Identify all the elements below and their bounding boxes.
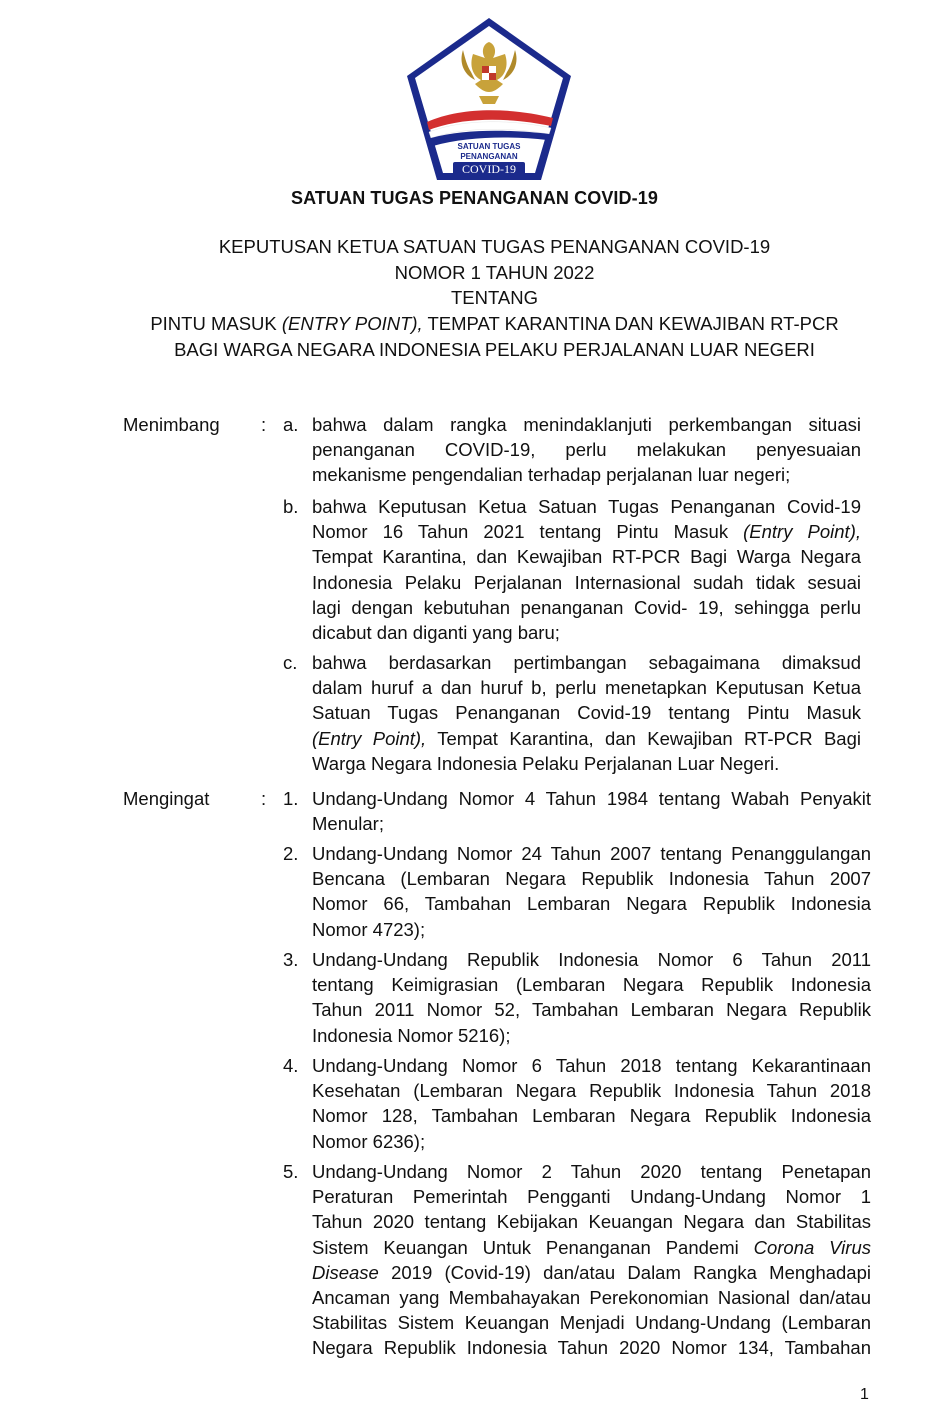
text-line: dalam huruf a dan huruf b, perlu menetapkan Keputusan Ketua	[312, 677, 861, 699]
text-line: Bencana (Lembaran Negara Republik Indonesia Tahun 2007	[312, 868, 871, 890]
section-label-menimbang: Menimbang	[123, 414, 220, 435]
text-italic: Disease	[312, 1261, 379, 1283]
text-line: Kesehatan (Lembaran Negara Republik Indonesia Tahun 2018	[312, 1080, 871, 1102]
mengingat-item-2	[312, 841, 871, 942]
text-line: Peraturan Pemerintah Pengganti Undang-Undang Nomor 1	[312, 1186, 871, 1208]
text-line: dicabut dan diganti yang baru;	[312, 622, 560, 644]
text-line: penanganan COVID-19, perlu melakukan penyesuaian	[312, 439, 861, 461]
item-marker: 5.	[283, 1161, 299, 1182]
satgas-covid19-logo	[403, 14, 575, 184]
text-line: Menular;	[312, 813, 384, 835]
text-line: Undang-Undang Republik Indonesia Nomor 6 Tahun 2011	[312, 949, 871, 970]
text-line: Undang-Undang Nomor 24 Tahun 2007 tentang Penanggulangan	[312, 843, 871, 864]
text-line: bahwa berdasarkan pertimbangan sebagaimana dimaksud	[312, 652, 861, 673]
text-line	[312, 1260, 871, 1285]
logo-text-line3: COVID-19	[462, 162, 516, 176]
menimbang-item-c	[312, 650, 861, 776]
mengingat-item-4	[312, 1053, 871, 1154]
decision-number: NOMOR 1 TAHUN 2022	[394, 262, 595, 283]
item-marker: a.	[283, 414, 299, 435]
text-part: Nomor 16 Tahun 2021 tentang Pintu Masuk	[312, 521, 744, 543]
text-line	[312, 1235, 871, 1260]
subject-part: PINTU MASUK	[150, 313, 282, 334]
text-italic: (Entry Point),	[743, 521, 861, 543]
text-line: Undang-Undang Nomor 4 Tahun 1984 tentang Wabah Penyakit	[312, 788, 871, 809]
text-line: bahwa Keputusan Ketua Satuan Tugas Penanganan Covid-19	[312, 496, 861, 517]
text-line: Indonesia Nomor 5216);	[312, 1024, 511, 1046]
text-line: Nomor 6236);	[312, 1130, 426, 1152]
text-line: Nomor 66, Tambahan Lembaran Negara Republik Indonesia	[312, 893, 871, 915]
decision-subject-line2: BAGI WARGA NEGARA INDONESIA PELAKU PERJALANAN LUAR NEGERI	[174, 339, 815, 360]
subject-part: TEMPAT KARANTINA DAN KEWAJIBAN RT-PCR	[422, 313, 839, 334]
text-line: mekanisme pengendalian terhadap perjalanan luar negeri;	[312, 464, 791, 486]
text-line: Tahun 2020 tentang Kebijakan Keuangan Negara dan Stabilitas	[312, 1211, 871, 1233]
section-colon: :	[261, 414, 267, 435]
item-marker: 1.	[283, 788, 299, 809]
mengingat-item-3	[312, 947, 871, 1048]
text-line: Nomor 128, Tambahan Lembaran Negara Republik Indonesia	[312, 1105, 871, 1127]
text-line: Undang-Undang Nomor 2 Tahun 2020 tentang Penetapan	[312, 1161, 871, 1182]
decision-tentang: TENTANG	[450, 287, 539, 308]
logo-text-line2: PENANGANAN	[460, 152, 518, 161]
item-marker: c.	[283, 652, 298, 673]
text-italic: (Entry Point),	[312, 727, 427, 749]
text-part: 2019 (Covid-19) dan/atau Dalam Rangka Menghadapi	[378, 1261, 871, 1283]
text-line	[312, 726, 861, 751]
text-italic: Corona Virus	[753, 1236, 871, 1258]
menimbang-item-b	[312, 494, 861, 645]
text-part: Tempat Karantina, dan Kewajiban RT-PCR Bagi	[426, 727, 861, 749]
item-marker: b.	[283, 496, 299, 517]
text-line: tentang Keimigrasian (Lembaran Negara Republik Indonesia	[312, 974, 871, 996]
item-marker: 2.	[283, 843, 299, 864]
text-line: Tempat Karantina, dan Kewajiban RT-PCR Bagi Warga Negara	[312, 546, 861, 568]
subject-italic: (ENTRY POINT),	[281, 313, 423, 334]
section-label-mengingat: Mengingat	[123, 788, 210, 809]
item-marker: 4.	[283, 1055, 299, 1076]
text-line	[312, 519, 861, 544]
page-number: 1	[860, 1386, 869, 1403]
text-line: bahwa dalam rangka menindaklanjuti perkembangan situasi	[312, 414, 861, 435]
text-line: Stabilitas Sistem Keuangan Menjadi Undang-Undang (Lembaran	[312, 1312, 871, 1334]
text-line: Ancaman yang Membahayakan Perekonomian Nasional dan/atau	[312, 1287, 871, 1309]
text-line: Satuan Tugas Penanganan Covid-19 tentang Pintu Masuk	[312, 702, 861, 724]
section-colon: :	[261, 788, 267, 809]
mengingat-item-1	[312, 786, 871, 836]
decision-title: KEPUTUSAN KETUA SATUAN TUGAS PENANGANAN COVID-19	[218, 236, 771, 257]
item-marker: 3.	[283, 949, 299, 970]
text-line: Nomor 4723);	[312, 918, 426, 940]
menimbang-item-a	[312, 412, 861, 488]
mengingat-item-5	[312, 1159, 871, 1361]
text-line: Indonesia Pelaku Perjalanan Internasional sudah tidak sesuai	[312, 571, 861, 593]
text-line: Warga Negara Indonesia Pelaku Perjalanan Luar Negeri.	[312, 752, 780, 774]
decision-subject-line1	[0, 313, 949, 335]
text-line: lagi dengan kebutuhan penanganan Covid- 19, sehingga perlu	[312, 596, 861, 618]
text-line: Undang-Undang Nomor 6 Tahun 2018 tentang Kekarantinaan	[312, 1055, 871, 1076]
text-part: Sistem Keuangan Untuk Penanganan Pandemi	[312, 1236, 754, 1258]
logo-text-line1: SATUAN TUGAS	[457, 142, 521, 151]
text-line: Negara Republik Indonesia Tahun 2020 Nomor 134, Tambahan	[312, 1337, 871, 1359]
organization-title: SATUAN TUGAS PENANGANAN COVID-19	[291, 188, 658, 208]
text-line: Tahun 2011 Nomor 52, Tambahan Lembaran Negara Republik	[312, 999, 871, 1021]
